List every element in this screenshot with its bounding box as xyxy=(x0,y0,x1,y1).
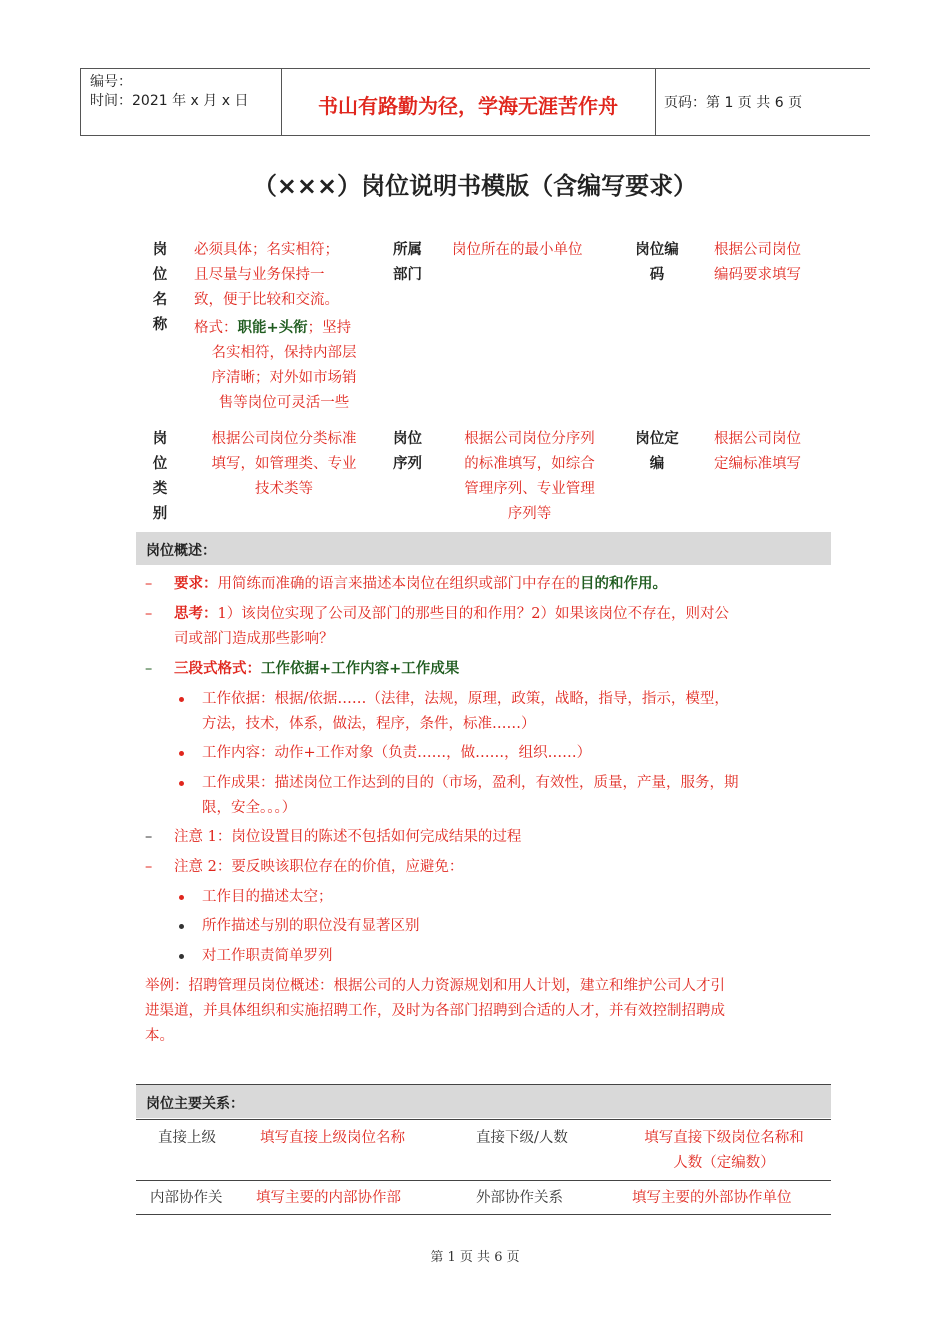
format-result: 工作成果：描述岗位工作达到的目的（市场，盈利，有效性，质量，产量，服务，期 限，安全。。。） xyxy=(202,775,739,816)
overview-format: 三段式格式：工作依据+工作内容+工作成果 xyxy=(174,661,460,677)
bullet-dot xyxy=(179,697,184,702)
position-name-format: 格式：职能+头衔；坚持 名实相符，保持内部层 序清晰；对外如市场销 售等岗位可灵活一些 xyxy=(194,320,357,411)
bullet-dot xyxy=(179,895,184,900)
relations-rule-2 xyxy=(136,1180,831,1181)
avoid-item-2: 所作描述与别的职位没有显著区别 xyxy=(202,918,420,934)
department-guide: 岗位所在的最小单位 xyxy=(452,242,583,258)
position-name-guide: 必须具体；名实相符； 且尽量与业务保持一 致，便于比较和交流。 xyxy=(194,242,339,308)
external-value: 填写主要的外部协作单位 xyxy=(632,1190,792,1206)
avoid-item-1: 工作目的描述太空； xyxy=(202,889,333,905)
header-top-rule xyxy=(80,68,870,69)
avoid-item-3: 对工作职责简单罗列 xyxy=(202,948,333,964)
page-footer: 第 1 页 共 6 页 xyxy=(430,1250,520,1265)
overview-thinking: 思考：1）该岗位实现了公司及部门的那些目的和作用？2）如果该岗位不存在，则对公 司或部门造成那些影响？ xyxy=(174,606,729,647)
label-headcount: 岗位定 编 xyxy=(635,431,679,472)
document-number: 编号： xyxy=(90,74,132,90)
overview-example: 举例：招聘管理员岗位概述：根据公司的人力资源规划和用人计划，建立和维护公司人才引 进渠道，并具体组织和实施招聘工作，及时为各部门招聘到合适的人才，并有效控制招聘成 本。 xyxy=(145,978,725,1044)
bullet-dot xyxy=(179,924,184,929)
external-label: 外部协作关系 xyxy=(476,1190,563,1206)
headcount-guide: 根据公司岗位 定编标准填写 xyxy=(714,431,801,472)
position-code-guide: 根据公司岗位 编码要求填写 xyxy=(714,242,801,283)
subordinate-label: 直接下级/人数 xyxy=(476,1130,568,1146)
header-bottom-rule xyxy=(80,135,870,136)
format-basis: 工作依据：根据/依据……（法律，法规，原理，政策，战略，指导，指示，模型， 方法，技术，体系，做法，程序，条件，标准……） xyxy=(202,691,729,732)
page-indicator: 页码：第 1 页 共 6 页 xyxy=(664,95,803,111)
note-2: 注意 2：要反映该职位存在的价值，应避免： xyxy=(174,859,464,875)
superior-label: 直接上级 xyxy=(158,1130,216,1146)
header-divider-left xyxy=(80,68,81,135)
format-content: 工作内容：动作+工作对象（负责……，做……，组织……） xyxy=(202,745,592,761)
page-title: （×××）岗位说明书模版（含编写要求） xyxy=(252,172,698,200)
header-divider-2 xyxy=(655,68,656,135)
document-date: 时间：2021 年 x 月 x 日 xyxy=(90,93,249,109)
bullet-dot xyxy=(179,781,184,786)
bullet-dot xyxy=(179,751,184,756)
dash-marker: – xyxy=(145,661,153,677)
bullet-dot xyxy=(179,954,184,959)
internal-label: 内部协作关 xyxy=(150,1190,223,1206)
superior-value: 填写直接上级岗位名称 xyxy=(260,1130,405,1146)
note-1: 注意 1：岗位设置目的陈述不包括如何完成结果的过程 xyxy=(174,829,522,845)
label-department: 所属 部门 xyxy=(393,242,422,283)
relations-heading: 岗位主要关系： xyxy=(146,1096,244,1112)
dash-marker: – xyxy=(145,606,153,622)
relations-rule-1 xyxy=(136,1119,831,1120)
internal-value: 填写主要的内部协作部 xyxy=(256,1190,401,1206)
header-motto: 书山有路勤为径，学海无涯苦作舟 xyxy=(318,94,618,118)
position-category-guide: 根据公司岗位分类标准 填写，如管理类、专业 技术类等 xyxy=(211,431,357,497)
dash-marker: – xyxy=(145,859,153,875)
relations-rule-3 xyxy=(136,1214,831,1215)
dash-marker: – xyxy=(145,829,153,845)
dash-marker: – xyxy=(145,576,153,592)
overview-heading-bar xyxy=(136,532,831,565)
subordinate-value: 填写直接下级岗位名称和 人数（定编数） xyxy=(644,1130,804,1171)
label-position-code: 岗位编 码 xyxy=(635,242,679,283)
overview-heading: 岗位概述： xyxy=(146,543,216,559)
label-position-category: 岗 位 类 别 xyxy=(152,431,168,522)
label-position-name: 岗 位 名 称 xyxy=(152,242,168,333)
overview-requirement: 要求：用简练而准确的语言来描述本岗位在组织或部门中存在的目的和作用。 xyxy=(174,576,667,592)
relations-heading-bar xyxy=(136,1085,831,1118)
label-sequence: 岗位 序列 xyxy=(393,431,422,472)
sequence-guide: 根据公司岗位分序列 的标准填写，如综合 管理序列、专业管理 序列等 xyxy=(464,431,595,522)
